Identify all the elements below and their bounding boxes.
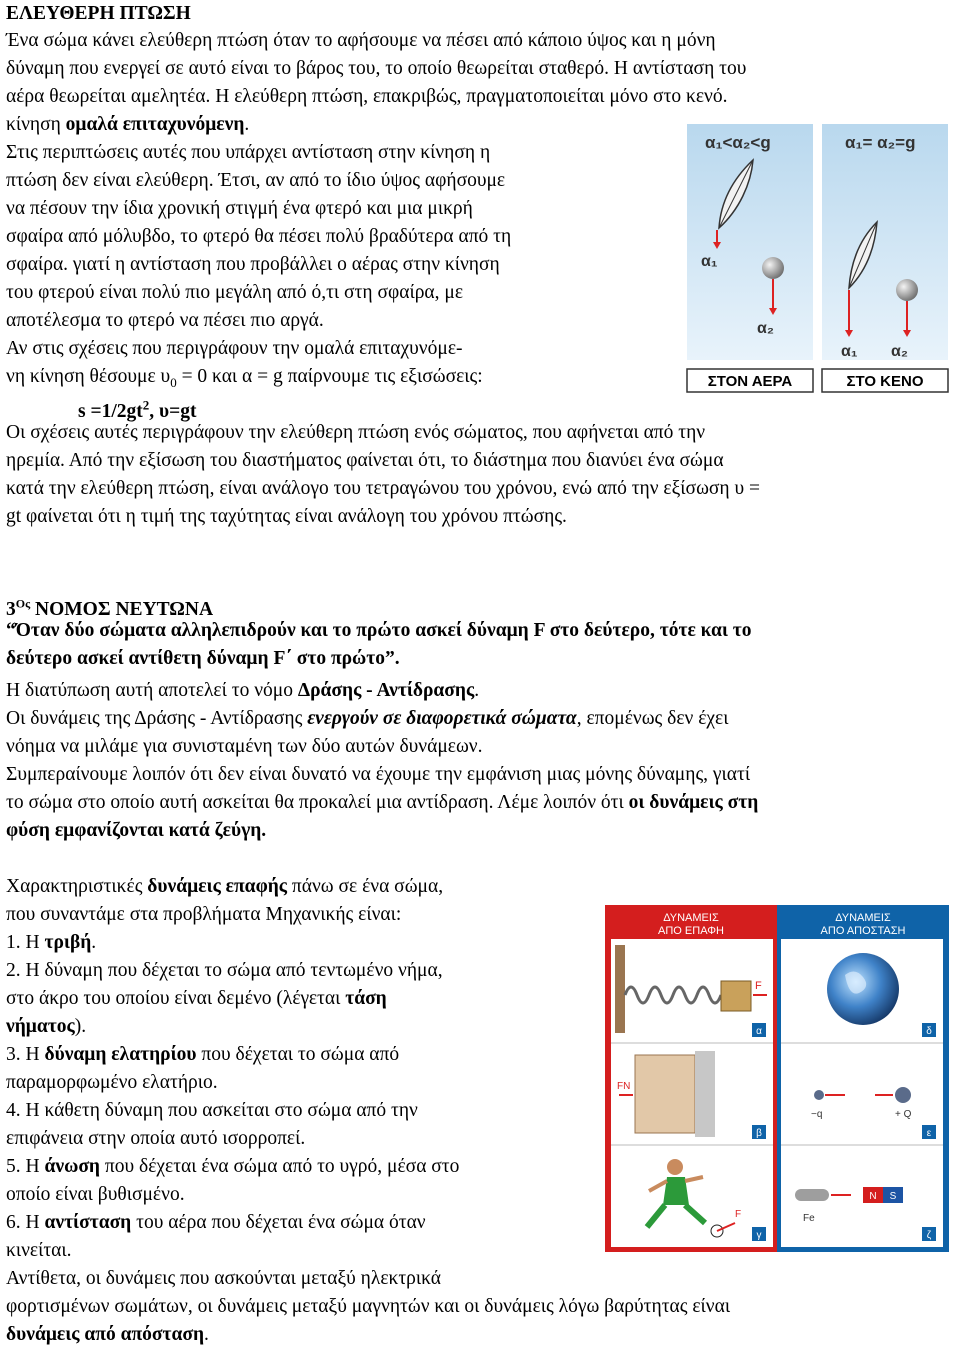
- box-icon: [635, 1055, 695, 1133]
- text-line: πτώση δεν είναι ελεύθερη. Έτσι, αν από το ίδιο ύψος αφήσουμε: [6, 170, 506, 191]
- text-line: σφαίρα. γιατί η αντίσταση που προβάλλει ο αέρας στην κίνηση: [6, 254, 500, 275]
- text-line: που συναντάμε στα προβλήματα Μηχανικής είναι:: [6, 904, 402, 925]
- text-line: Αντίθετα, οι δυνάμεις που ασκούνται μεταξύ ηλεκτρικά: [6, 1268, 442, 1289]
- list-item: 3. Η δύναμη ελατηρίου που δέχεται το σώμα από: [6, 1044, 400, 1065]
- air-panel: [687, 124, 813, 360]
- air-condition-label: α₁<α₂<g: [705, 133, 771, 152]
- text-line: φύση εμφανίζονται κατά ζεύγη.: [6, 820, 267, 841]
- list-item: 2. Η δύναμη που δέχεται το σώμα από τεντωμένο νήμα,: [6, 960, 443, 981]
- panel-label: ε: [926, 1128, 932, 1139]
- text-line: Οι δυνάμεις της Δράσης - Αντίδρασης ενεργούν σε διαφορετικά σώματα, επομένως δεν έχει: [6, 708, 729, 729]
- section-title-newton3: $3^{O\varsigma}$ ΝΟΜΟΣ ΝΕΥΤΩΝΑ: [6, 596, 214, 620]
- list-item: νήματος).: [6, 1016, 87, 1037]
- text-line: gt φαίνεται ότι η τιμή της ταχύτητας είναι ανάλογη του χρόνου πτώσης.: [6, 506, 567, 527]
- charge-icon: [895, 1087, 911, 1103]
- header-contact-l2: ΑΠΟ ΕΠΑΦΗ: [658, 925, 724, 937]
- list-item: κινείται.: [6, 1240, 72, 1261]
- equation: $s =1/2gt^2$, υ=gt: [78, 397, 197, 422]
- text-line: του φτερού είναι πολύ πιο μεγάλη από ό,τι στη σφαίρα, με: [6, 282, 464, 303]
- pole-label: S: [889, 1191, 897, 1202]
- charge-label: + Q: [895, 1109, 912, 1120]
- text-line: κίνηση ομαλά επιταχυνόμενη.: [6, 114, 250, 135]
- list-item: οποίο είναι βυθισμένο.: [6, 1184, 185, 1205]
- list-item: παραμορφωμένο ελατήριο.: [6, 1072, 218, 1093]
- charge-label: −q: [811, 1109, 823, 1120]
- force-label: F: [755, 980, 762, 992]
- text-line: δυνάμεις από απόσταση.: [6, 1324, 209, 1345]
- text-line: φορτισμένων σωμάτων, οι δυνάμεις μεταξύ μαγνητών και οι δυνάμεις λόγω βαρύτητας είναι: [6, 1296, 731, 1317]
- vacuum-panel: [822, 124, 948, 360]
- ball-icon: [896, 279, 918, 301]
- text-line: Η διατύπωση αυτή αποτελεί το νόμο Δράσης - Αντίδρασης.: [6, 680, 480, 701]
- list-item: 6. Η αντίσταση του αέρα που δέχεται ένα σώμα όταν: [6, 1212, 426, 1233]
- text-line: δύναμη που ενεργεί σε αυτό είναι το βάρος του, το οποίο θεωρείται σταθερό. Η αντίσταση του: [6, 58, 747, 79]
- text-line: αέρα θεωρείται αμελητέα. Η ελεύθερη πτώση, επακριβώς, πραγματοποιείται μόνο στο κενό.: [6, 86, 728, 107]
- list-item: στο άκρο του οποίου είναι δεμένο (λέγεται τάση: [6, 988, 387, 1009]
- header-distance-l1: ΔΥΝΑΜΕΙΣ: [835, 912, 891, 924]
- list-item: 1. Η τριβή.: [6, 932, 97, 953]
- a1-label: α₁: [701, 253, 718, 270]
- panel-label: γ: [756, 1230, 762, 1241]
- iron-label: Fe: [803, 1213, 815, 1224]
- pole-label: N: [869, 1191, 877, 1202]
- text-line: νη κίνηση θέσουμε $\upsilon_0 = 0$ και α = g παίρνουμε τις εξισώσεις:: [6, 366, 483, 390]
- text-line: κατά την ελεύθερη πτώση, είναι ανάλογο του τετραγώνου του χρόνου, ενώ από την εξίσωση υ =: [6, 478, 761, 499]
- list-item: 5. Η άνωση που δέχεται ένα σώμα από το υγρό, μέσα στο: [6, 1156, 460, 1177]
- caption-vacuum: ΣΤΟ ΚΕΝΟ: [846, 373, 924, 390]
- text-line: Στις περιπτώσεις αυτές που υπάρχει αντίσταση στην κίνηση η: [6, 142, 491, 163]
- force-label: F: [735, 1209, 742, 1220]
- panel-label: ζ: [926, 1230, 932, 1241]
- a2-label: α₂: [891, 343, 908, 360]
- text-line: νόημα να μιλάμε για συνισταμένη των δύο αυτών δυνάμεων.: [6, 736, 483, 757]
- charge-icon: [814, 1090, 824, 1100]
- panel-label: α: [756, 1026, 762, 1037]
- a1-label: α₁: [841, 343, 858, 360]
- list-item: επιφάνεια στην οποία αυτό ισορροπεί.: [6, 1128, 306, 1149]
- header-contact-l1: ΔΥΝΑΜΕΙΣ: [663, 912, 719, 924]
- text-line: αποτέλεσμα το φτερό να πέσει πιο αργά.: [6, 310, 324, 331]
- text-line: το σώμα στο οποίο αυτή ασκείται θα προκαλεί μια αντίδραση. Λέμε λοιπόν ότι οι δυνάμεις στη: [6, 792, 759, 813]
- feather-ball-figure: [681, 118, 954, 394]
- normal-force-label: FN: [617, 1081, 631, 1092]
- forces-figure: [605, 905, 949, 1252]
- a2-label: α₂: [757, 320, 774, 337]
- panel-label: δ: [926, 1026, 932, 1037]
- text-line: να πέσουν την ίδια χρονική στιγμή ένα φτερό και μια μικρή: [6, 198, 473, 219]
- panel-label: β: [756, 1128, 762, 1139]
- list-item: 4. Η κάθετη δύναμη που ασκείται στο σώμα από την: [6, 1100, 418, 1121]
- caption-air: ΣΤΟΝ ΑΕΡΑ: [707, 373, 793, 390]
- law-statement: “Όταν δύο σώματα αλληλεπιδρούν και το πρώτο ασκεί δύναμη F στο δεύτερο, τότε και το: [6, 620, 752, 641]
- iron-rod-icon: [795, 1189, 829, 1201]
- law-statement: δεύτερο ασκεί αντίθετη δύναμη F΄ στο πρώτο”.: [6, 648, 400, 669]
- text-line: Ένα σώμα κάνει ελεύθερη πτώση όταν το αφήσουμε να πέσει από κάποιο ύψος και η μόνη: [6, 30, 716, 51]
- header-distance-l2: ΑΠΟ ΑΠΟΣΤΑΣΗ: [820, 925, 906, 937]
- vacuum-condition-label: α₁= α₂=g: [845, 133, 916, 152]
- ball-icon: [762, 257, 784, 279]
- text-line: σφαίρα από μόλυβδο, το φτερό θα πέσει πολύ βραδύτερα από τη: [6, 226, 512, 247]
- text-line: Αν στις σχέσεις που περιγράφουν την ομαλά επιταχυνόμε-: [6, 338, 463, 359]
- section-title-free-fall: ΕΛΕΥΘΕΡΗ ΠΤΩΣΗ: [6, 3, 191, 24]
- text-line: Χαρακτηριστικές δυνάμεις επαφής πάνω σε ένα σώμα,: [6, 876, 444, 897]
- text-line: Οι σχέσεις αυτές περιγράφουν την ελεύθερη πτώση ενός σώματος, που αφήνεται από την: [6, 422, 706, 443]
- text-line: ηρεμία. Από την εξίσωση του διαστήματος φαίνεται ότι, το διάστημα που διανύει ένα σώμα: [6, 450, 724, 471]
- text-line: Συμπεραίνουμε λοιπόν ότι δεν είναι δυνατό να έχουμε την εμφάνιση μιας μόνης δύναμης, γιατί: [6, 764, 751, 785]
